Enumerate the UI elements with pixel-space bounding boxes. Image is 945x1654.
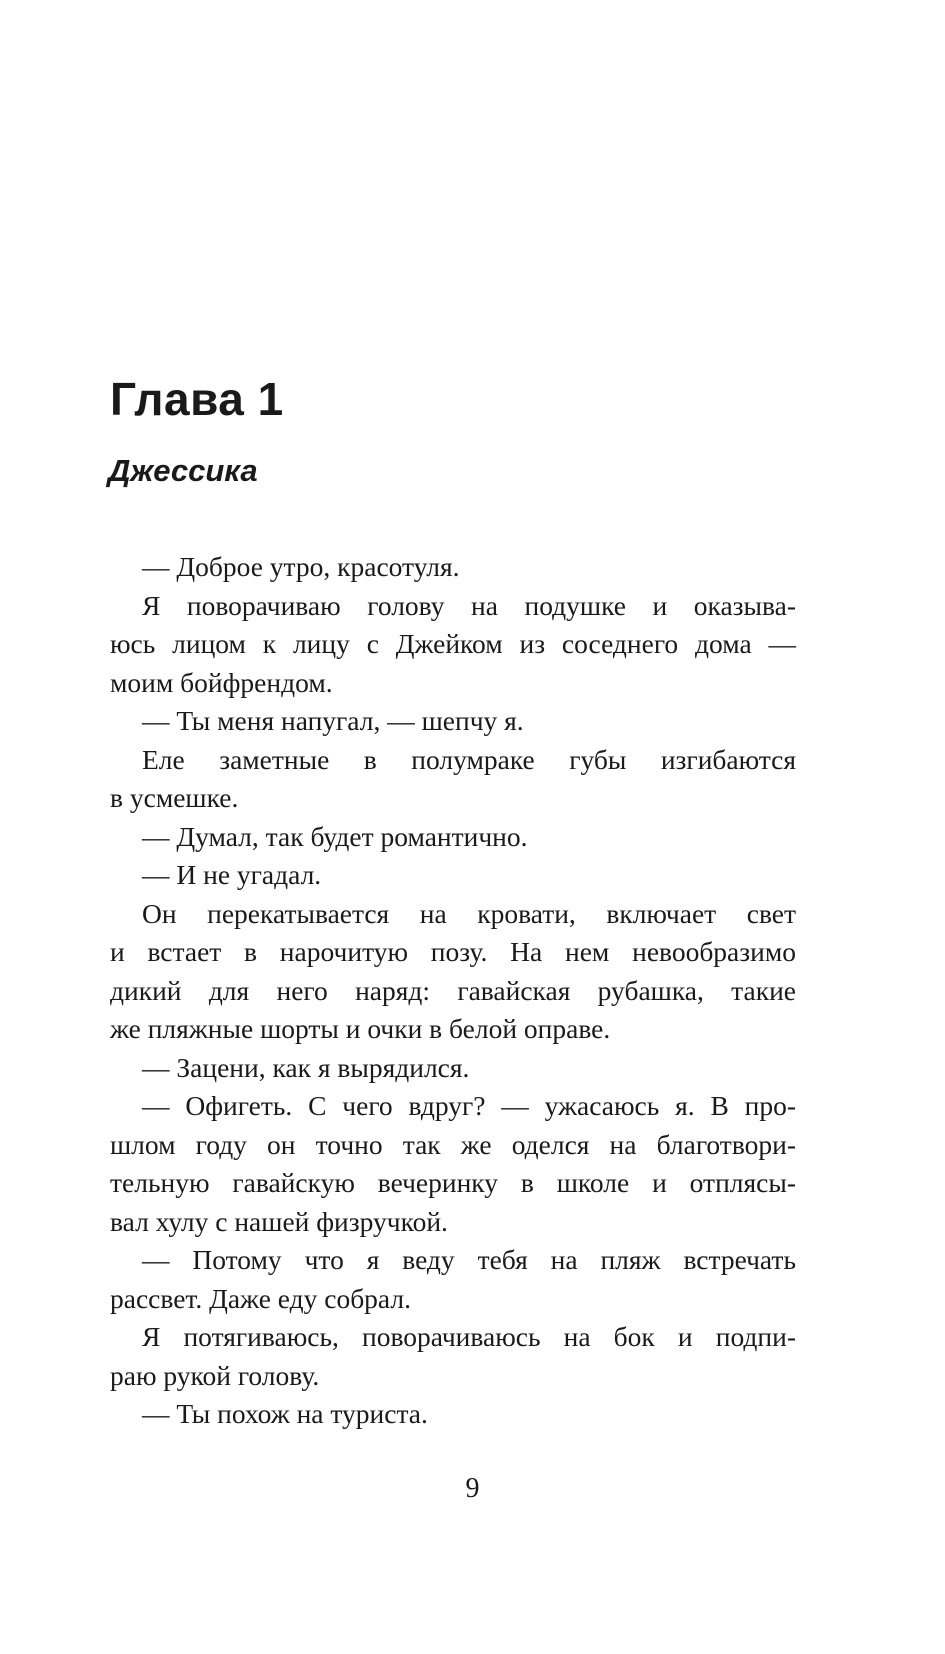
text-line: тельную гавайскую вечеринку в школе и отплясы-	[110, 1167, 796, 1198]
text-line: Он перекатывается на кровати, включает свет	[142, 897, 796, 929]
text-line: — Зацени, как я вырядился.	[142, 1051, 470, 1083]
chapter-body	[110, 548, 796, 1434]
text-line: — И не угадал.	[142, 859, 322, 890]
page-number: 9	[465, 1473, 480, 1504]
chapter-title: Глава 1	[110, 373, 284, 425]
text-line: рассвет. Даже еду собрал.	[110, 1282, 411, 1314]
text-line: дикий для него наряд: гавайская рубашка, такие	[110, 974, 796, 1006]
text-line: раю рукой голову.	[110, 1359, 320, 1391]
text-line: — Офигеть. С чего вдруг? — ужасаюсь я. В про-	[142, 1090, 796, 1121]
text-line: Еле заметные в полумраке губы изгибаются	[142, 743, 796, 775]
text-line: и встает в нарочитую позу. На нем невообразимо	[110, 936, 796, 967]
text-line: — Думал, так будет романтично.	[142, 820, 528, 852]
text-line: юсь лицом к лицу с Джейком из соседнего дома —	[110, 628, 796, 659]
text-line: — Доброе утро, красотуля.	[142, 551, 460, 582]
text-line: Я поворачиваю голову на подушке и оказыва-	[142, 589, 796, 621]
text-line: шлом году он точно так же оделся на благотвори-	[110, 1128, 796, 1160]
chapter-subtitle: Джессика	[108, 453, 258, 488]
text-line: Я потягиваюсь, поворачиваюсь на бок и подпи-	[142, 1321, 796, 1352]
text-line: моим бойфрендом.	[110, 666, 333, 698]
text-line: — Ты меня напугал, — шепчу я.	[142, 705, 524, 736]
text-line: — Ты похож на туриста.	[142, 1398, 428, 1429]
text-line: — Потому что я веду тебя на пляж встречать	[142, 1244, 796, 1275]
text-line: вал хулу с нашей физручкой.	[110, 1205, 448, 1237]
text-line: же пляжные шорты и очки в белой оправе.	[110, 1013, 611, 1044]
text-line: в усмешке.	[110, 782, 239, 813]
